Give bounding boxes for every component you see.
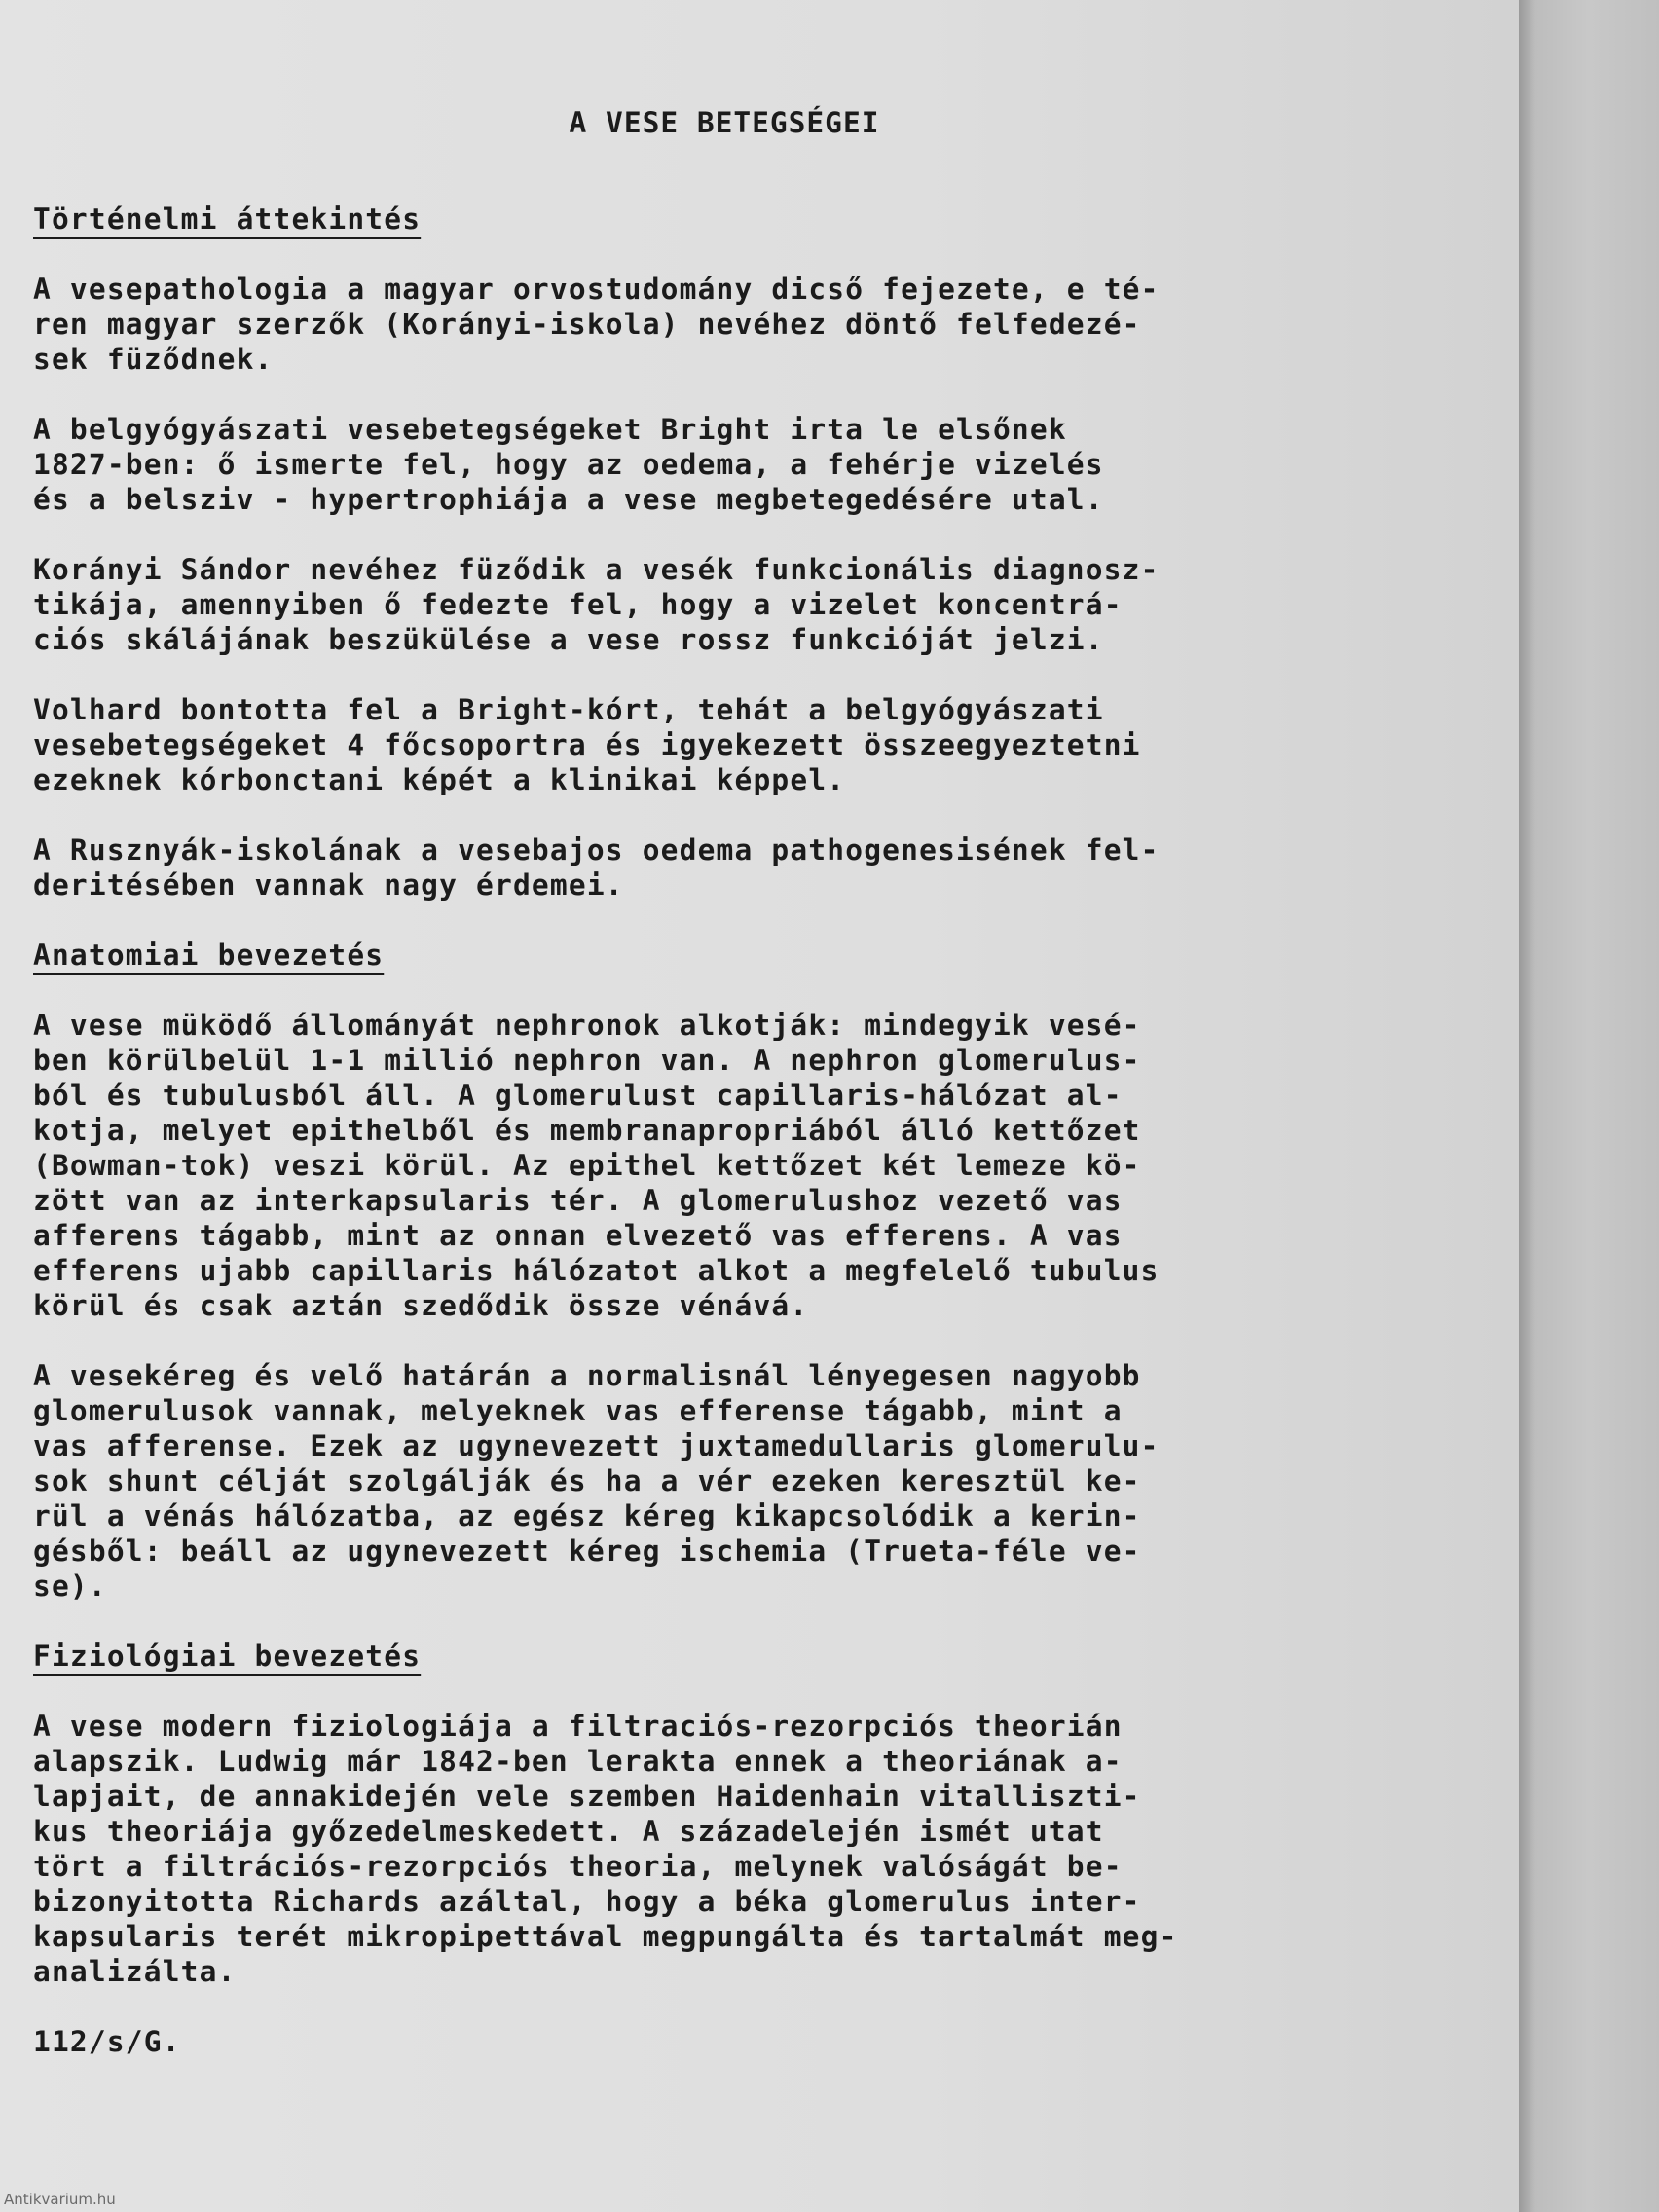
text-line: ren magyar szerzők (Korányi-iskola) nevéhez döntő felfedezé- <box>33 308 1141 341</box>
paragraph <box>33 1709 1416 1989</box>
text-line: A vese müködő állományát nephronok alkotják: mindegyik vesé- <box>33 1009 1141 1042</box>
text-line: vesebetegségeket 4 főcsoportra és igyekezett összeegyeztetni <box>33 728 1141 761</box>
document-title: A VESE BETEGSÉGEI <box>569 106 880 139</box>
text-line: tört a filtrációs-rezorpciós theoria, melynek valóságát be- <box>33 1850 1123 1883</box>
text-line: efferens ujabb capillaris hálózatot alkot a megfelelő tubulus <box>33 1254 1160 1287</box>
paragraph <box>33 832 1416 903</box>
text-line: ben körülbelül 1-1 millió nephron van. A nephron glomerulus- <box>33 1044 1141 1077</box>
paragraph <box>33 1008 1416 1323</box>
text-line: kus theoriája győzedelmeskedett. A századelején ismét utat <box>33 1815 1104 1848</box>
text-line: sok shunt célját szolgálják és ha a vér ezeken keresztül ke- <box>33 1464 1141 1497</box>
text-line: kotja, melyet epithelből és membranapropriából álló kettőzet <box>33 1114 1141 1147</box>
section-heading-text: Anatomiai bevezetés <box>33 939 385 972</box>
text-line: glomerulusok vannak, melyeknek vas efferense tágabb, mint a <box>33 1394 1123 1427</box>
text-line: A vesekéreg és velő határán a normalisnál lényegesen nagyobb <box>33 1359 1141 1392</box>
document-body <box>33 105 1416 2059</box>
text-line: sek füződnek. <box>33 343 274 376</box>
text-line: bizonyitotta Richards azáltal, hogy a béka glomerulus inter- <box>33 1885 1141 1918</box>
text-line: ciós skálájának beszükülése a vese rossz funkcióját jelzi. <box>33 623 1104 656</box>
paragraph <box>33 412 1416 517</box>
text-line: lapjait, de annakidején vele szemben Haidenhain vitalliszti- <box>33 1780 1141 1813</box>
text-line: (Bowman-tok) veszi körül. Az epithel kettőzet két lemeze kö- <box>33 1149 1141 1182</box>
text-line: ból és tubulusból áll. A glomerulust capillaris-hálózat al- <box>33 1079 1123 1112</box>
text-line: se). <box>33 1569 107 1603</box>
section-heading <box>33 938 1416 973</box>
text-line: alapszik. Ludwig már 1842-ben lerakta ennek a theoriának a- <box>33 1745 1123 1778</box>
paragraph <box>33 1358 1416 1604</box>
paragraph <box>33 552 1416 657</box>
text-line: afferens tágabb, mint az onnan elvezető vas efferens. A vas <box>33 1219 1123 1252</box>
text-line: tikája, amennyiben ő fedezte fel, hogy a vizelet koncentrá- <box>33 588 1123 621</box>
page-edge <box>1519 0 1659 2212</box>
section-heading <box>33 202 1416 237</box>
text-line: vas afferense. Ezek az ugynevezett juxtamedullaris glomerulu- <box>33 1429 1160 1462</box>
section-heading <box>33 1639 1416 1674</box>
text-line: zött van az interkapsularis tér. A glomerulushoz vezető vas <box>33 1184 1123 1217</box>
text-line: rül a vénás hálózatba, az egész kéreg kikapcsolódik a kerin- <box>33 1499 1141 1532</box>
paragraph <box>33 692 1416 797</box>
sections <box>33 202 1416 1989</box>
text-line: körül és csak aztán szedődik össze vénává. <box>33 1289 809 1322</box>
text-line: A Rusznyák-iskolának a vesebajos oedema pathogenesisének fel- <box>33 833 1160 866</box>
text-line: Korányi Sándor nevéhez füződik a vesék funkcionális diagnosz- <box>33 553 1160 586</box>
text-line: 1827-ben: ő ismerte fel, hogy az oedema, a fehérje vizelés <box>33 448 1104 481</box>
watermark: Antikvarium.hu <box>4 2191 116 2208</box>
text-line: ezeknek kórbonctani képét a klinikai képpel. <box>33 763 846 796</box>
paragraph <box>33 272 1416 377</box>
text-line: A vese modern fiziologiája a filtraciós-rezorpciós theorián <box>33 1710 1123 1743</box>
section-heading-text: Fiziológiai bevezetés <box>33 1640 422 1673</box>
text-line: A belgyógyászati vesebetegségeket Bright irta le elsőnek <box>33 413 1067 446</box>
text-line: és a belsziv - hypertrophiája a vese megbetegedésére utal. <box>33 483 1104 516</box>
text-line: Volhard bontotta fel a Bright-kórt, tehát a belgyógyászati <box>33 693 1104 726</box>
text-line: kapsularis terét mikropipettával megpungálta és tartalmát meg- <box>33 1920 1178 1953</box>
page-reference: 112/s/G. <box>33 2025 181 2058</box>
text-line: gésből: beáll az ugynevezett kéreg ischemia (Trueta-féle ve- <box>33 1534 1141 1567</box>
text-line: deritésében vannak nagy érdemei. <box>33 868 624 902</box>
section-heading-text: Történelmi áttekintés <box>33 203 422 236</box>
text-line: A vesepathologia a magyar orvostudomány dicső fejezete, e té- <box>33 273 1160 306</box>
text-line: analizálta. <box>33 1955 237 1988</box>
